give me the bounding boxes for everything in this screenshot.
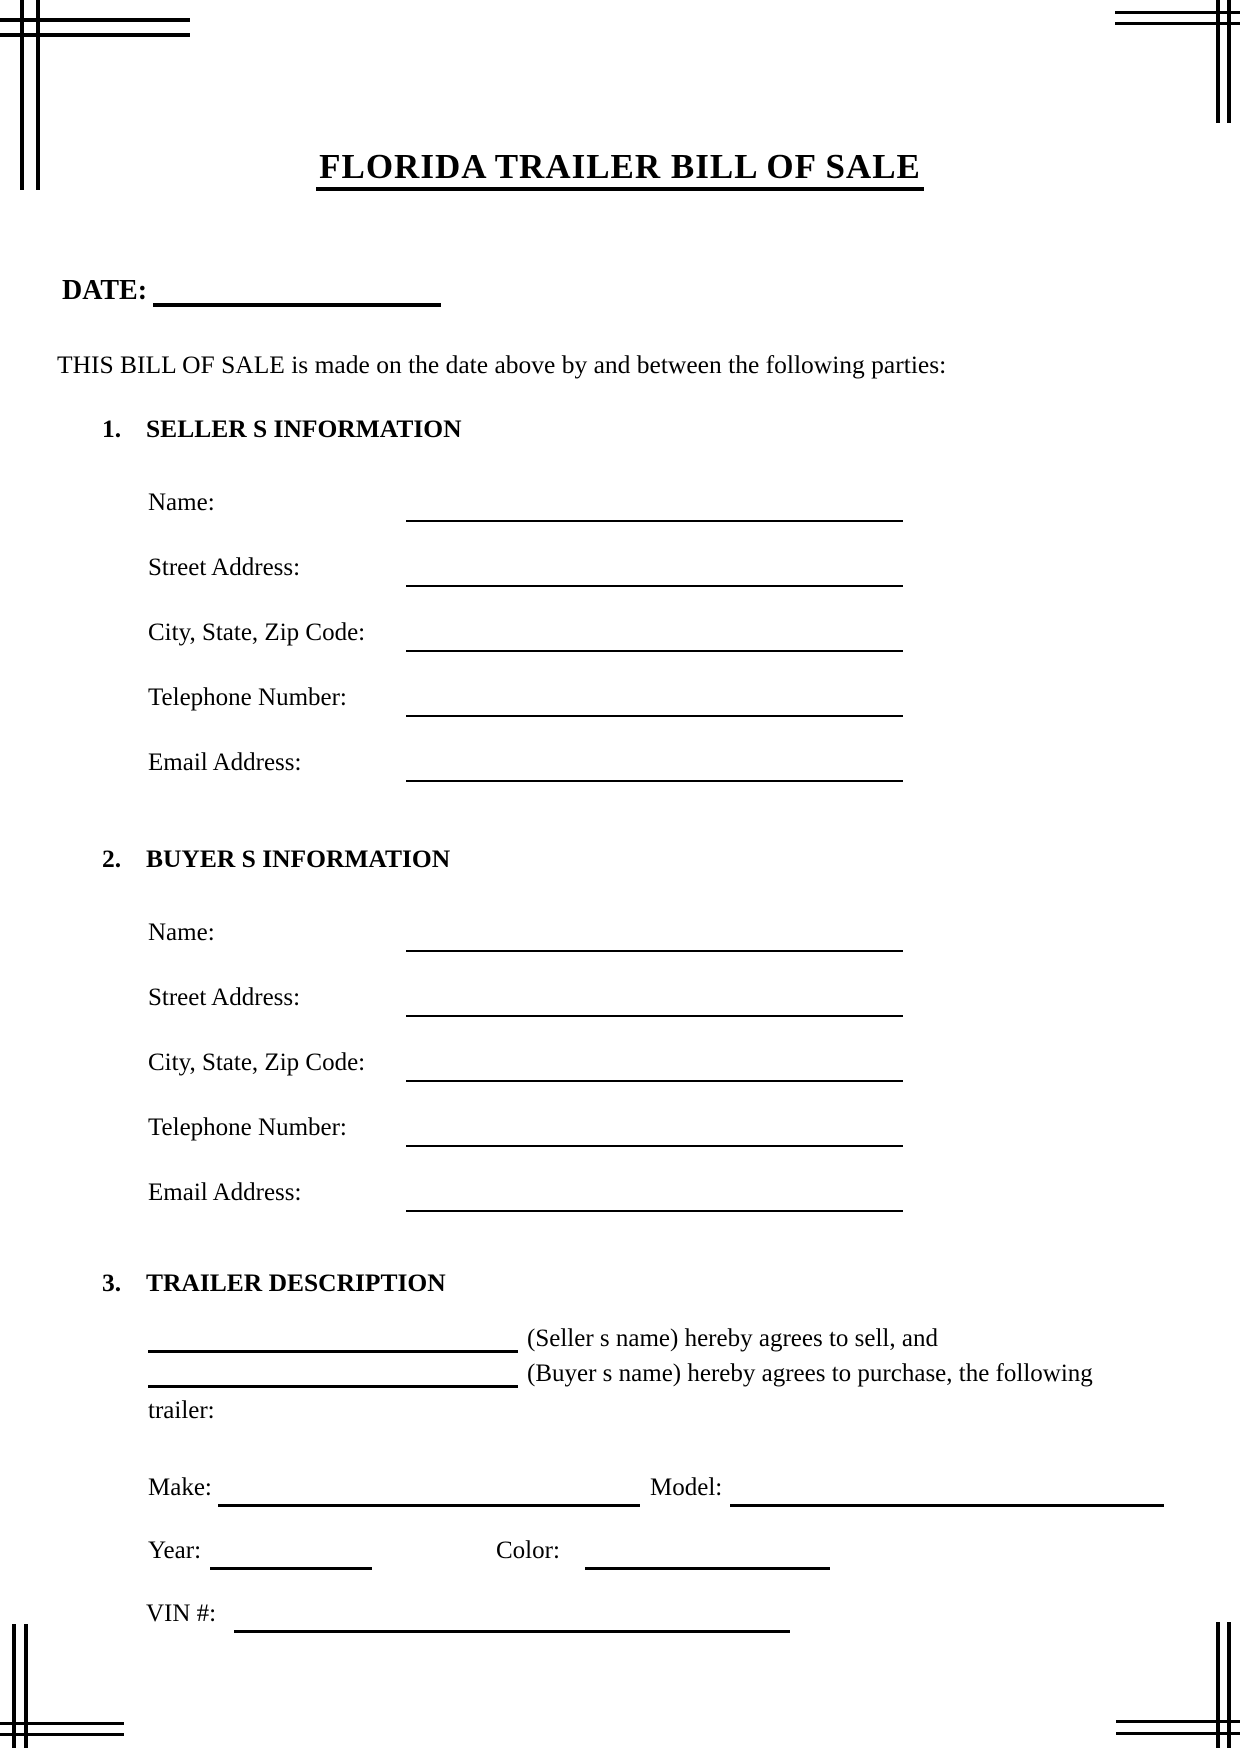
agreement-seller-name-blank[interactable] xyxy=(148,1329,518,1353)
ornament-line xyxy=(1116,1720,1240,1723)
ornament-line xyxy=(24,1624,28,1748)
field-label: Telephone Number: xyxy=(148,684,347,711)
field-label: Name: xyxy=(148,919,215,946)
model-fill-line[interactable] xyxy=(730,1473,1164,1507)
title-row xyxy=(0,148,1240,191)
color-fill-line[interactable] xyxy=(585,1536,830,1570)
ornament-line xyxy=(1115,22,1240,25)
ornament-line xyxy=(0,33,190,37)
year-label: Year: xyxy=(148,1537,202,1564)
seller-name-field xyxy=(148,488,903,522)
section-number: 1. xyxy=(102,414,122,443)
buyer-city-state-zip-line[interactable] xyxy=(406,1048,903,1082)
buyer-email-line[interactable] xyxy=(406,1178,903,1212)
buyer-city-state-zip-field xyxy=(148,1048,903,1082)
ornament-line xyxy=(0,1722,124,1725)
field-label: Telephone Number: xyxy=(148,1114,347,1141)
seller-email-line[interactable] xyxy=(406,748,903,782)
seller-name-line[interactable] xyxy=(406,488,903,522)
vin-label: VIN #: xyxy=(146,1600,217,1627)
color-label: Color: xyxy=(496,1537,560,1564)
date-row xyxy=(62,274,441,308)
section-number: 2. xyxy=(102,844,122,873)
buyer-email-field xyxy=(148,1178,903,1212)
year-color-row xyxy=(148,1536,848,1570)
make-fill-line[interactable] xyxy=(218,1473,640,1507)
section-heading-trailer xyxy=(102,1268,446,1297)
agreement-text: (Seller s name) hereby agrees to sell, and xyxy=(527,1325,938,1352)
field-label: City, State, Zip Code: xyxy=(148,1049,366,1076)
agreement-line-seller xyxy=(148,1322,938,1355)
make-model-row xyxy=(148,1473,1164,1507)
field-label: City, State, Zip Code: xyxy=(148,619,366,646)
buyer-telephone-field xyxy=(148,1113,903,1147)
section-title: TRAILER DESCRIPTION xyxy=(146,1268,446,1297)
vin-fill-line[interactable] xyxy=(234,1599,790,1633)
section-heading-buyer xyxy=(102,844,450,873)
buyer-name-line[interactable] xyxy=(406,918,903,952)
ornament-line xyxy=(1227,1622,1231,1748)
ornament-line xyxy=(1216,0,1220,123)
model-label: Model: xyxy=(650,1474,723,1501)
buyer-street-address-field xyxy=(148,983,903,1017)
seller-telephone-field xyxy=(148,683,903,717)
seller-street-address-line[interactable] xyxy=(406,553,903,587)
date-fill-line[interactable] xyxy=(153,281,441,307)
buyer-name-field xyxy=(148,918,903,952)
agreement-line-tail: trailer: xyxy=(148,1397,215,1424)
agreement-buyer-name-blank[interactable] xyxy=(148,1364,518,1388)
section-title: BUYER S INFORMATION xyxy=(146,844,451,873)
seller-city-state-zip-field xyxy=(148,618,903,652)
date-label: DATE: xyxy=(62,275,148,306)
section-title: SELLER S INFORMATION xyxy=(146,414,462,443)
agreement-line-buyer xyxy=(148,1357,1093,1390)
page-title: FLORIDA TRAILER BILL OF SALE xyxy=(316,148,924,191)
ornament-line xyxy=(1116,1732,1240,1735)
field-label: Name: xyxy=(148,489,215,516)
seller-street-address-field xyxy=(148,553,903,587)
buyer-telephone-line[interactable] xyxy=(406,1113,903,1147)
year-fill-line[interactable] xyxy=(210,1536,372,1570)
field-label: Email Address: xyxy=(148,749,302,776)
seller-email-field xyxy=(148,748,903,782)
seller-city-state-zip-line[interactable] xyxy=(406,618,903,652)
seller-telephone-line[interactable] xyxy=(406,683,903,717)
field-label: Street Address: xyxy=(148,554,301,581)
make-label: Make: xyxy=(148,1474,212,1501)
section-number: 3. xyxy=(102,1268,122,1297)
ornament-line xyxy=(12,1624,16,1748)
ornament-line xyxy=(0,18,190,22)
field-label: Street Address: xyxy=(148,984,301,1011)
field-label: Email Address: xyxy=(148,1179,302,1206)
ornament-line xyxy=(1216,1622,1220,1748)
ornament-line xyxy=(1115,11,1240,14)
vin-row xyxy=(146,1599,796,1633)
agreement-text: (Buyer s name) hereby agrees to purchase, the following xyxy=(527,1360,1093,1387)
section-heading-seller xyxy=(102,414,462,443)
ornament-line xyxy=(1227,0,1231,123)
buyer-street-address-line[interactable] xyxy=(406,983,903,1017)
intro-text: THIS BILL OF SALE is made on the date above by and between the following parties: xyxy=(57,350,947,379)
ornament-line xyxy=(0,1733,124,1736)
